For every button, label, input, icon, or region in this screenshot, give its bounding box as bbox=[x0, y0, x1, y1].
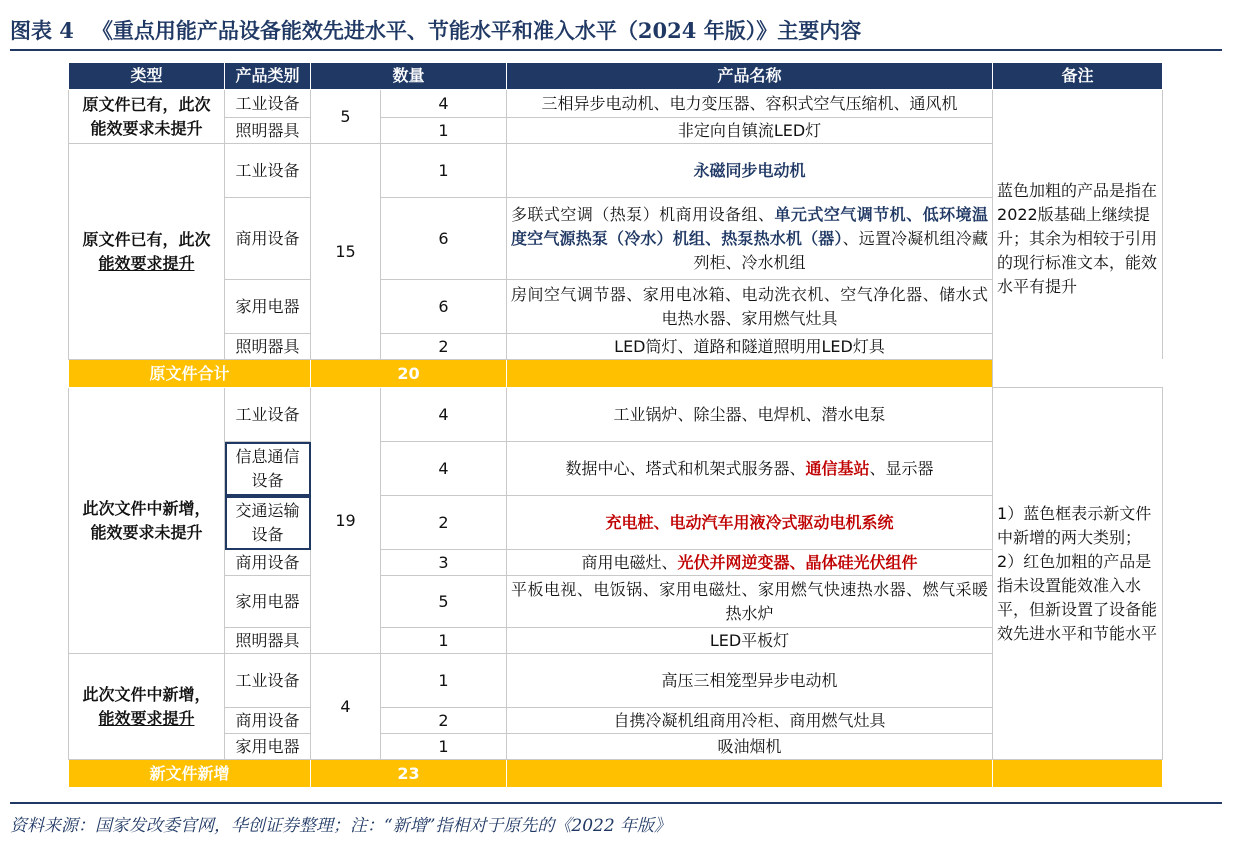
product-text-highlight: 光伏并网逆变器、晶体硅光伏组件 bbox=[677, 552, 918, 572]
figure-title bbox=[10, 13, 1224, 49]
group-type-line1: 原文件已有，此次 bbox=[82, 94, 211, 114]
group-total-cell: 4 bbox=[311, 654, 381, 760]
count-cell: 4 bbox=[381, 442, 507, 496]
products-cell: 充电桩、电动汽车用液冷式驱动电机系统 bbox=[507, 496, 993, 550]
category-cell-new: 交通运输设备 bbox=[225, 496, 311, 550]
figure-caption: 《重点用能产品设备能效先进水平、节能水平和准入水平（2024 年版）》主要内容 bbox=[91, 18, 862, 43]
category-cell: 家用电器 bbox=[225, 576, 311, 628]
count-cell: 2 bbox=[381, 496, 507, 550]
products-cell: 非定向自镇流LED灯 bbox=[507, 118, 993, 144]
category-cell: 商用设备 bbox=[225, 550, 311, 576]
group-type-line1: 此次文件中新增， bbox=[82, 498, 211, 518]
group-total-cell: 5 bbox=[311, 90, 381, 144]
table-row bbox=[69, 388, 1163, 442]
category-cell: 工业设备 bbox=[225, 388, 311, 442]
products-cell bbox=[507, 442, 993, 496]
category-cell: 商用设备 bbox=[225, 708, 311, 734]
category-cell: 商用设备 bbox=[225, 198, 311, 280]
category-cell: 家用电器 bbox=[225, 734, 311, 760]
product-text: 多联式空调（热泵）机商用设备组、 bbox=[511, 204, 775, 224]
products-cell: 高压三相笼型异步电动机 bbox=[507, 654, 993, 708]
group-type-line2: 能效要求提升 bbox=[98, 708, 195, 728]
subtotal-blank bbox=[507, 360, 993, 388]
category-cell: 家用电器 bbox=[225, 280, 311, 334]
table-row bbox=[69, 90, 1163, 118]
subtotal-number: 23 bbox=[397, 763, 420, 783]
group-type-line1: 此次文件中新增， bbox=[82, 684, 211, 704]
group-type-line1: 原文件已有，此次 bbox=[82, 229, 211, 249]
subtotal-blank bbox=[507, 760, 993, 788]
header-count: 数量 bbox=[311, 63, 507, 90]
products-cell: 永磁同步电动机 bbox=[507, 144, 993, 198]
footer-divider bbox=[10, 802, 1222, 804]
product-text: 数据中心、塔式和机架式服务器、 bbox=[565, 458, 806, 478]
source-note: 资料来源：国家发改委官网，华创证券整理；注：“新增”指相对于原先的《2022 年版》 bbox=[10, 816, 672, 836]
subtotal-label: 原文件合计 bbox=[69, 360, 311, 388]
subtotal-value bbox=[311, 360, 507, 388]
header-products: 产品名称 bbox=[507, 63, 993, 90]
count-cell: 1 bbox=[381, 734, 507, 760]
category-cell: 工业设备 bbox=[225, 144, 311, 198]
products-cell: LED筒灯、道路和隧道照明用LED灯具 bbox=[507, 334, 993, 360]
count-cell: 1 bbox=[381, 144, 507, 198]
note-cell: 蓝色加粗的产品是指在2022版基础上继续提升；其余为相较于引用的现行标准文本，能效水平有提升 bbox=[993, 90, 1163, 388]
count-cell: 5 bbox=[381, 576, 507, 628]
group-total-cell: 19 bbox=[311, 388, 381, 654]
group-type-cell bbox=[69, 388, 225, 654]
category-cell: 工业设备 bbox=[225, 654, 311, 708]
energy-efficiency-table bbox=[68, 62, 1163, 788]
count-cell: 3 bbox=[381, 550, 507, 576]
subtotal-blank bbox=[993, 760, 1163, 788]
count-cell: 2 bbox=[381, 708, 507, 734]
note-cell: 1）蓝色框表示新文件中新增的两大类别；2）红色加粗的产品是指未设置能效准入水平，但新设置了设备能效先进水平和节能水平 bbox=[993, 388, 1163, 760]
figure-label: 图表 4 bbox=[10, 18, 74, 43]
products-cell: 三相异步电动机、电力变压器、容积式空气压缩机、通风机 bbox=[507, 90, 993, 118]
header-type: 类型 bbox=[69, 63, 225, 90]
category-cell: 照明器具 bbox=[225, 628, 311, 654]
count-cell: 4 bbox=[381, 90, 507, 118]
products-cell: 自携冷凝机组商用冷柜、商用燃气灶具 bbox=[507, 708, 993, 734]
products-cell: 平板电视、电饭锅、家用电磁灶、家用燃气快速热水器、燃气采暖热水炉 bbox=[507, 576, 993, 628]
subtotal-label: 新文件新增 bbox=[69, 760, 311, 788]
category-cell: 工业设备 bbox=[225, 90, 311, 118]
count-cell: 1 bbox=[381, 118, 507, 144]
header-row bbox=[69, 63, 1163, 90]
group-type-line2: 能效要求未提升 bbox=[90, 522, 203, 542]
count-cell: 2 bbox=[381, 334, 507, 360]
title-divider bbox=[10, 49, 1222, 51]
group-type-line2: 能效要求未提升 bbox=[90, 118, 203, 138]
products-cell: 工业锅炉、除尘器、电焊机、潜水电泵 bbox=[507, 388, 993, 442]
product-text: 、显示器 bbox=[869, 458, 934, 478]
group-type-line2: 能效要求提升 bbox=[98, 253, 195, 273]
subtotal-number: 20 bbox=[397, 363, 420, 383]
products-cell: 房间空气调节器、家用电冰箱、电动洗衣机、空气净化器、储水式电热水器、家用燃气灶具 bbox=[507, 280, 993, 334]
products-cell: LED平板灯 bbox=[507, 628, 993, 654]
category-cell: 照明器具 bbox=[225, 118, 311, 144]
subtotal-value bbox=[311, 760, 507, 788]
count-cell: 4 bbox=[381, 388, 507, 442]
products-cell: 吸油烟机 bbox=[507, 734, 993, 760]
group-type-cell bbox=[69, 144, 225, 360]
count-cell: 1 bbox=[381, 628, 507, 654]
count-cell: 6 bbox=[381, 198, 507, 280]
product-text-highlight: 通信基站 bbox=[805, 458, 870, 478]
products-cell bbox=[507, 198, 993, 280]
header-notes: 备注 bbox=[993, 63, 1163, 90]
header-category: 产品类别 bbox=[225, 63, 311, 90]
subtotal-row bbox=[69, 760, 1163, 788]
group-total-cell: 15 bbox=[311, 144, 381, 360]
count-cell: 6 bbox=[381, 280, 507, 334]
category-cell-new: 信息通信设备 bbox=[225, 442, 311, 496]
product-text: 商用电磁灶、 bbox=[581, 552, 678, 572]
product-text: 、远置冷凝机组冷藏列柜、冷水机组 bbox=[693, 228, 988, 272]
count-cell: 1 bbox=[381, 654, 507, 708]
group-type-cell bbox=[69, 90, 225, 144]
category-cell: 照明器具 bbox=[225, 334, 311, 360]
product-text-highlight: 单元式空气调节机、低环境温度空气源热泵（冷水）机组、热泵热水机（器） bbox=[511, 204, 988, 248]
group-type-cell bbox=[69, 654, 225, 760]
products-cell bbox=[507, 550, 993, 576]
